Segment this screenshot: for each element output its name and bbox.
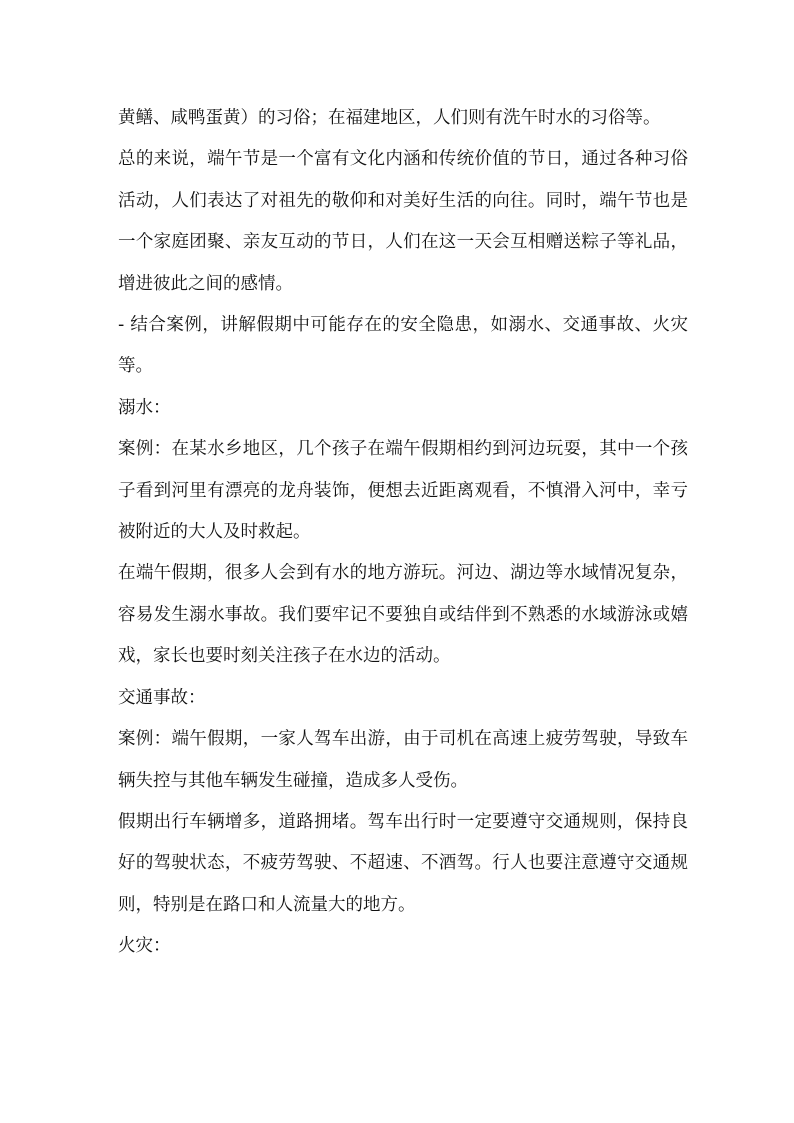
paragraph-safety-intro: - 结合案例，讲解假期中可能存在的安全隐患，如溺水、交通事故、火灾等。 bbox=[118, 315, 688, 377]
heading-traffic-accident: 交通事故： bbox=[118, 687, 206, 708]
document-body bbox=[118, 98, 688, 968]
paragraph-traffic-advice: 假期出行车辆增多，道路拥堵。驾车出行时一定要遵守交通规则，保持良好的驾驶状态，不疲劳驾驶、不超速、不酒驾。行人也要注意遵守交通规则，特别是在路口和人流量大的地方。 bbox=[118, 811, 688, 915]
heading-drowning: 溺水： bbox=[118, 397, 171, 418]
paragraph-drowning-case: 案例：在某水乡地区，几个孩子在端午假期相约到河边玩耍，其中一个孩子看到河里有漂亮的龙舟装饰，便想去近距离观看，不慎滑入河中，幸亏被附近的大人及时救起。 bbox=[118, 439, 688, 543]
heading-fire: 火灾： bbox=[118, 936, 171, 957]
paragraph-customs-end: 黄鳝、咸鸭蛋黄）的习俗；在福建地区，人们则有洗午时水的习俗等。 bbox=[118, 108, 661, 128]
paragraph-drowning-advice: 在端午假期，很多人会到有水的地方游玩。河边、湖边等水域情况复杂，容易发生溺水事故。我们要牢记不要独自或结伴到不熟悉的水域游泳或嬉戏，家长也要时刻关注孩子在水边的活动。 bbox=[118, 563, 688, 667]
paragraph-traffic-case: 案例：端午假期，一家人驾车出游，由于司机在高速上疲劳驾驶，导致车辆失控与其他车辆发生碰撞，造成多人受伤。 bbox=[118, 729, 688, 791]
paragraph-summary: 总的来说，端午节是一个富有文化内涵和传统价值的节日，通过各种习俗活动，人们表达了对祖先的敬仰和对美好生活的向往。同时，端午节也是一个家庭团聚、亲友互动的节日，人们在这一天会互相赠送粽子等礼品，增进彼此之间的感情。 bbox=[118, 149, 688, 294]
